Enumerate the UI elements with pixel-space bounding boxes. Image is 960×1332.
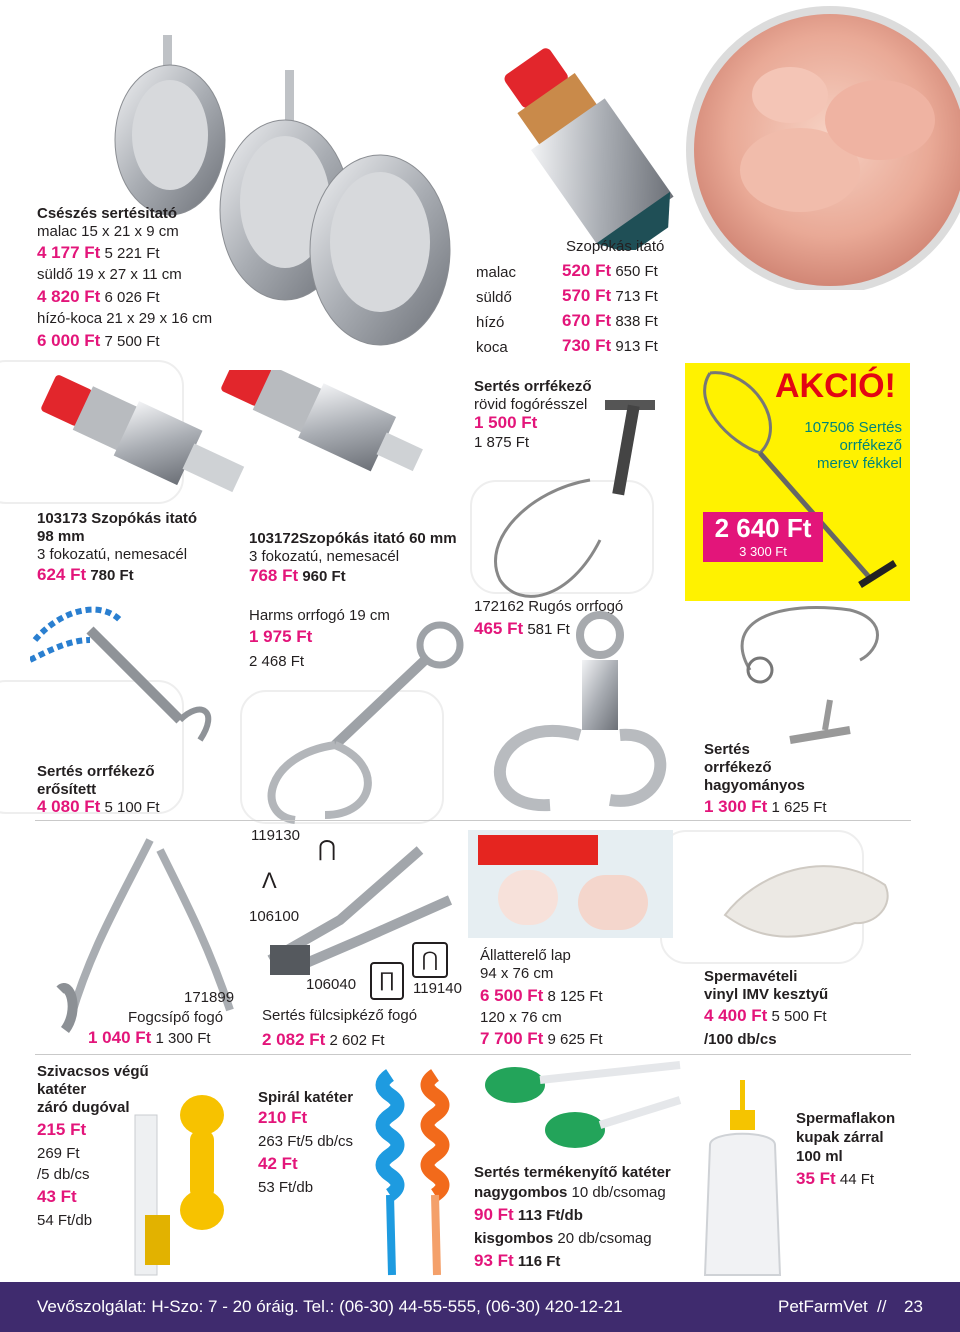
ear-pliers-price: 2 082 Ft: [262, 1030, 326, 1049]
nipple-long-price-4: 730 Ft: [562, 336, 612, 355]
piglets-image: [680, 0, 960, 290]
board-title: Állatterelő lap: [480, 947, 571, 964]
nipple-long-orig-1: 650 Ft: [615, 263, 658, 280]
harms-image: [255, 615, 475, 830]
glove-orig: 5 500 Ft: [771, 1008, 827, 1025]
snare-short-line1: Sertés orrfékező: [474, 378, 592, 395]
piglet: [498, 870, 558, 925]
board-size-2: 120 x 76 cm: [480, 1009, 562, 1026]
snare-traditional-line1: Sertés: [704, 741, 750, 758]
nipple-long-orig-2: 713 Ft: [615, 288, 658, 305]
snare-short-price: 1 500 Ft: [474, 413, 538, 432]
ear-code-1: 119130: [251, 827, 300, 844]
snare-traditional-orig: 1 625 Ft: [771, 799, 827, 816]
board-red: [478, 835, 598, 865]
footer-bar: [0, 1282, 960, 1332]
harms-price: 1 975 Ft: [249, 627, 313, 646]
notch-square-icon: ∏: [370, 962, 404, 1000]
bowl-size-2: süldő 19 x 27 x 11 cm: [37, 266, 182, 283]
fertile-big: nagygombos: [474, 1184, 568, 1201]
tooth-price: 1 040 Ft: [88, 1028, 152, 1047]
nipple-long-title: Szopókás itató: [566, 238, 665, 255]
sponge-price-1: 215 Ft: [37, 1120, 87, 1139]
snare-traditional-line2: orrfékező: [704, 759, 772, 776]
harms-title: Harms orrfogó 19 cm: [249, 607, 390, 624]
sponge-line2: katéter: [37, 1081, 87, 1098]
spring-image: [470, 610, 680, 825]
nipple-long-orig-4: 913 Ft: [615, 338, 658, 355]
sponge-line1: Szivacsos végű: [37, 1063, 149, 1080]
fertile-orig-1: 113 Ft/db: [517, 1207, 583, 1224]
divider: [35, 1054, 911, 1055]
ear-code-2: 106100: [249, 908, 300, 925]
ear-pliers-title: Sertés fülcsipkéző fogó: [262, 1007, 418, 1024]
spring-title: 172162 Rugós orrfogó: [474, 598, 624, 615]
spring-price: 465 Ft: [474, 619, 524, 638]
spiral-price-1: 210 Ft: [258, 1108, 308, 1127]
sponge-catheter-image: [110, 1085, 235, 1280]
tooth-title: Fogcsípő fogó: [128, 1009, 224, 1026]
nipple-98-desc: 3 fokozatú, nemesacél: [37, 546, 188, 563]
snare-short-orig: 1 875 Ft: [474, 434, 530, 451]
nipple-long-label-4: koca: [476, 339, 508, 356]
board-price-2: 7 700 Ft: [480, 1029, 544, 1048]
nipple-98-title: 103173 Szopókás itató: [37, 510, 198, 527]
glove-image: [705, 845, 905, 975]
snare-reinforced-line1: Sertés orrfékező: [37, 763, 155, 780]
sponge-price-2: 43 Ft: [37, 1187, 77, 1206]
nipple-60-orig: 960 Ft: [302, 568, 346, 585]
fertile-small: kisgombos: [474, 1230, 554, 1247]
sponge-line3: záró dugóval: [37, 1099, 130, 1116]
bowl-size-1: malac 15 x 21 x 9 cm: [37, 223, 179, 240]
fertile-orig-2: 116 Ft: [517, 1253, 561, 1270]
spiral-orig-2: 53 Ft/db: [258, 1179, 314, 1196]
footer-service: Vevőszolgálat: H-Szo: 7 - 20 óráig. Tel.: (06-30) 44-55-555, (06-30) 420-12-21: [37, 1297, 623, 1316]
nipple-60-desc: 3 fokozatú, nemesacél: [249, 548, 400, 565]
glove-price: 4 400 Ft: [704, 1006, 768, 1025]
notch-u-icon: ⋂: [318, 836, 337, 861]
nipple-98-orig: 780 Ft: [90, 567, 134, 584]
board-size-1: 94 x 76 cm: [480, 965, 554, 982]
piglet: [578, 875, 648, 930]
nipple-long-price-3: 670 Ft: [562, 311, 612, 330]
board-price-1: 6 500 Ft: [480, 986, 544, 1005]
board-orig-1: 8 125 Ft: [547, 988, 603, 1005]
nipple-98-size: 98 mm: [37, 528, 85, 545]
akcio-price: 2 640 Ft: [714, 513, 812, 543]
fertile-big-pack: 10 db/csomag: [571, 1184, 666, 1201]
ear-code-4: 119140: [413, 980, 462, 997]
snare-traditional-image: [700, 600, 900, 750]
snare-reinforced-price: 4 080 Ft: [37, 797, 101, 816]
footer-brand: PetFarmVet: [778, 1297, 868, 1316]
fertile-price-2: 93 Ft: [474, 1251, 514, 1270]
ear-code-3: 106040: [306, 976, 357, 993]
glove-line1: Spermavételi: [704, 968, 798, 985]
snare-short-image: [480, 380, 680, 620]
nipple-long-price-2: 570 Ft: [562, 286, 612, 305]
flask-line2: kupak zárral: [796, 1129, 884, 1146]
akcio-price-tag: [703, 512, 823, 562]
nipple-long-orig-3: 838 Ft: [615, 313, 658, 330]
nipple-drinker-image: [475, 35, 685, 250]
snare-short-line2: rövid fogórésszel: [474, 396, 588, 413]
nipple-98-price: 624 Ft: [37, 565, 87, 584]
snare-traditional-price: 1 300 Ft: [704, 797, 768, 816]
nipple-long-label-1: malac: [476, 264, 517, 281]
glove-line2: vinyl IMV kesztyű: [704, 986, 829, 1003]
nipple-60-price: 768 Ft: [249, 566, 299, 585]
footer-sep: //: [877, 1297, 887, 1316]
tooth-code: 171899: [184, 989, 235, 1006]
tooth-orig: 1 300 Ft: [155, 1030, 211, 1047]
ear-pliers-orig: 2 602 Ft: [329, 1032, 385, 1049]
glove-unit: /100 db/cs: [704, 1031, 777, 1048]
fertile-small-pack: 20 db/csomag: [557, 1230, 652, 1247]
sponge-pack: /5 db/cs: [37, 1166, 90, 1183]
bowl-orig-2: 6 026 Ft: [104, 289, 160, 306]
notch-arch-icon: ⋂: [412, 942, 448, 978]
notch-v-icon: Λ: [262, 868, 277, 893]
fertile-title: Sertés termékenyítő katéter: [474, 1164, 671, 1181]
snare-reinforced-orig: 5 100 Ft: [104, 799, 160, 816]
akcio-line1: 107506 Sertés: [804, 419, 902, 436]
flask-size: 100 ml: [796, 1148, 843, 1165]
akcio-orig: 3 300 Ft: [739, 544, 787, 559]
snare-traditional-line3: hagyományos: [704, 777, 805, 794]
bowl-orig-1: 5 221 Ft: [104, 245, 160, 262]
bowl-size-3: hízó-koca 21 x 29 x 16 cm: [37, 310, 213, 327]
bowl-price-2: 4 820 Ft: [37, 287, 101, 306]
bowl-price-3: 6 000 Ft: [37, 331, 101, 350]
harms-orig: 2 468 Ft: [249, 653, 305, 670]
bowl-price-1: 4 177 Ft: [37, 243, 101, 262]
spiral-price-2: 42 Ft: [258, 1154, 298, 1173]
spiral-catheter-image: [360, 1065, 465, 1280]
spring-orig: 581 Ft: [527, 621, 570, 638]
flask-line1: Spermaflakon: [796, 1110, 896, 1127]
nipple-long-price-1: 520 Ft: [562, 261, 612, 280]
nipple-60-title: 103172Szopókás itató 60 mm: [249, 530, 457, 547]
sponge-orig-1: 269 Ft: [37, 1145, 80, 1162]
sponge-orig-2: 54 Ft/db: [37, 1212, 93, 1229]
akcio-line3: merev fékkel: [816, 455, 902, 472]
board-orig-2: 9 625 Ft: [547, 1031, 603, 1048]
bowl-title: Csészés sertésitató: [37, 205, 178, 222]
sperm-flask-image: [695, 1075, 790, 1280]
footer-page-number: 23: [904, 1297, 923, 1316]
fertile-catheter-image: [475, 1060, 685, 1155]
flask-orig: 44 Ft: [839, 1171, 875, 1188]
snare-reinforced-line2: erősített: [37, 781, 97, 798]
pig-board-photo: [468, 830, 673, 938]
akcio-line2: orrfékező: [839, 437, 902, 454]
fertile-price-1: 90 Ft: [474, 1205, 514, 1224]
spiral-title: Spirál katéter: [258, 1089, 354, 1106]
nipple-60-and-98-image: [30, 370, 430, 530]
akcio-badge: AKCIÓ!: [775, 367, 896, 405]
divider: [35, 820, 911, 821]
spiral-orig-1: 263 Ft/5 db/cs: [258, 1133, 354, 1150]
bowl-orig-3: 7 500 Ft: [104, 333, 160, 350]
snare-reinforced-image: [30, 590, 220, 750]
nipple-long-label-2: süldő: [476, 289, 512, 306]
flask-price: 35 Ft: [796, 1169, 836, 1188]
nipple-long-label-3: hízó: [476, 314, 505, 331]
